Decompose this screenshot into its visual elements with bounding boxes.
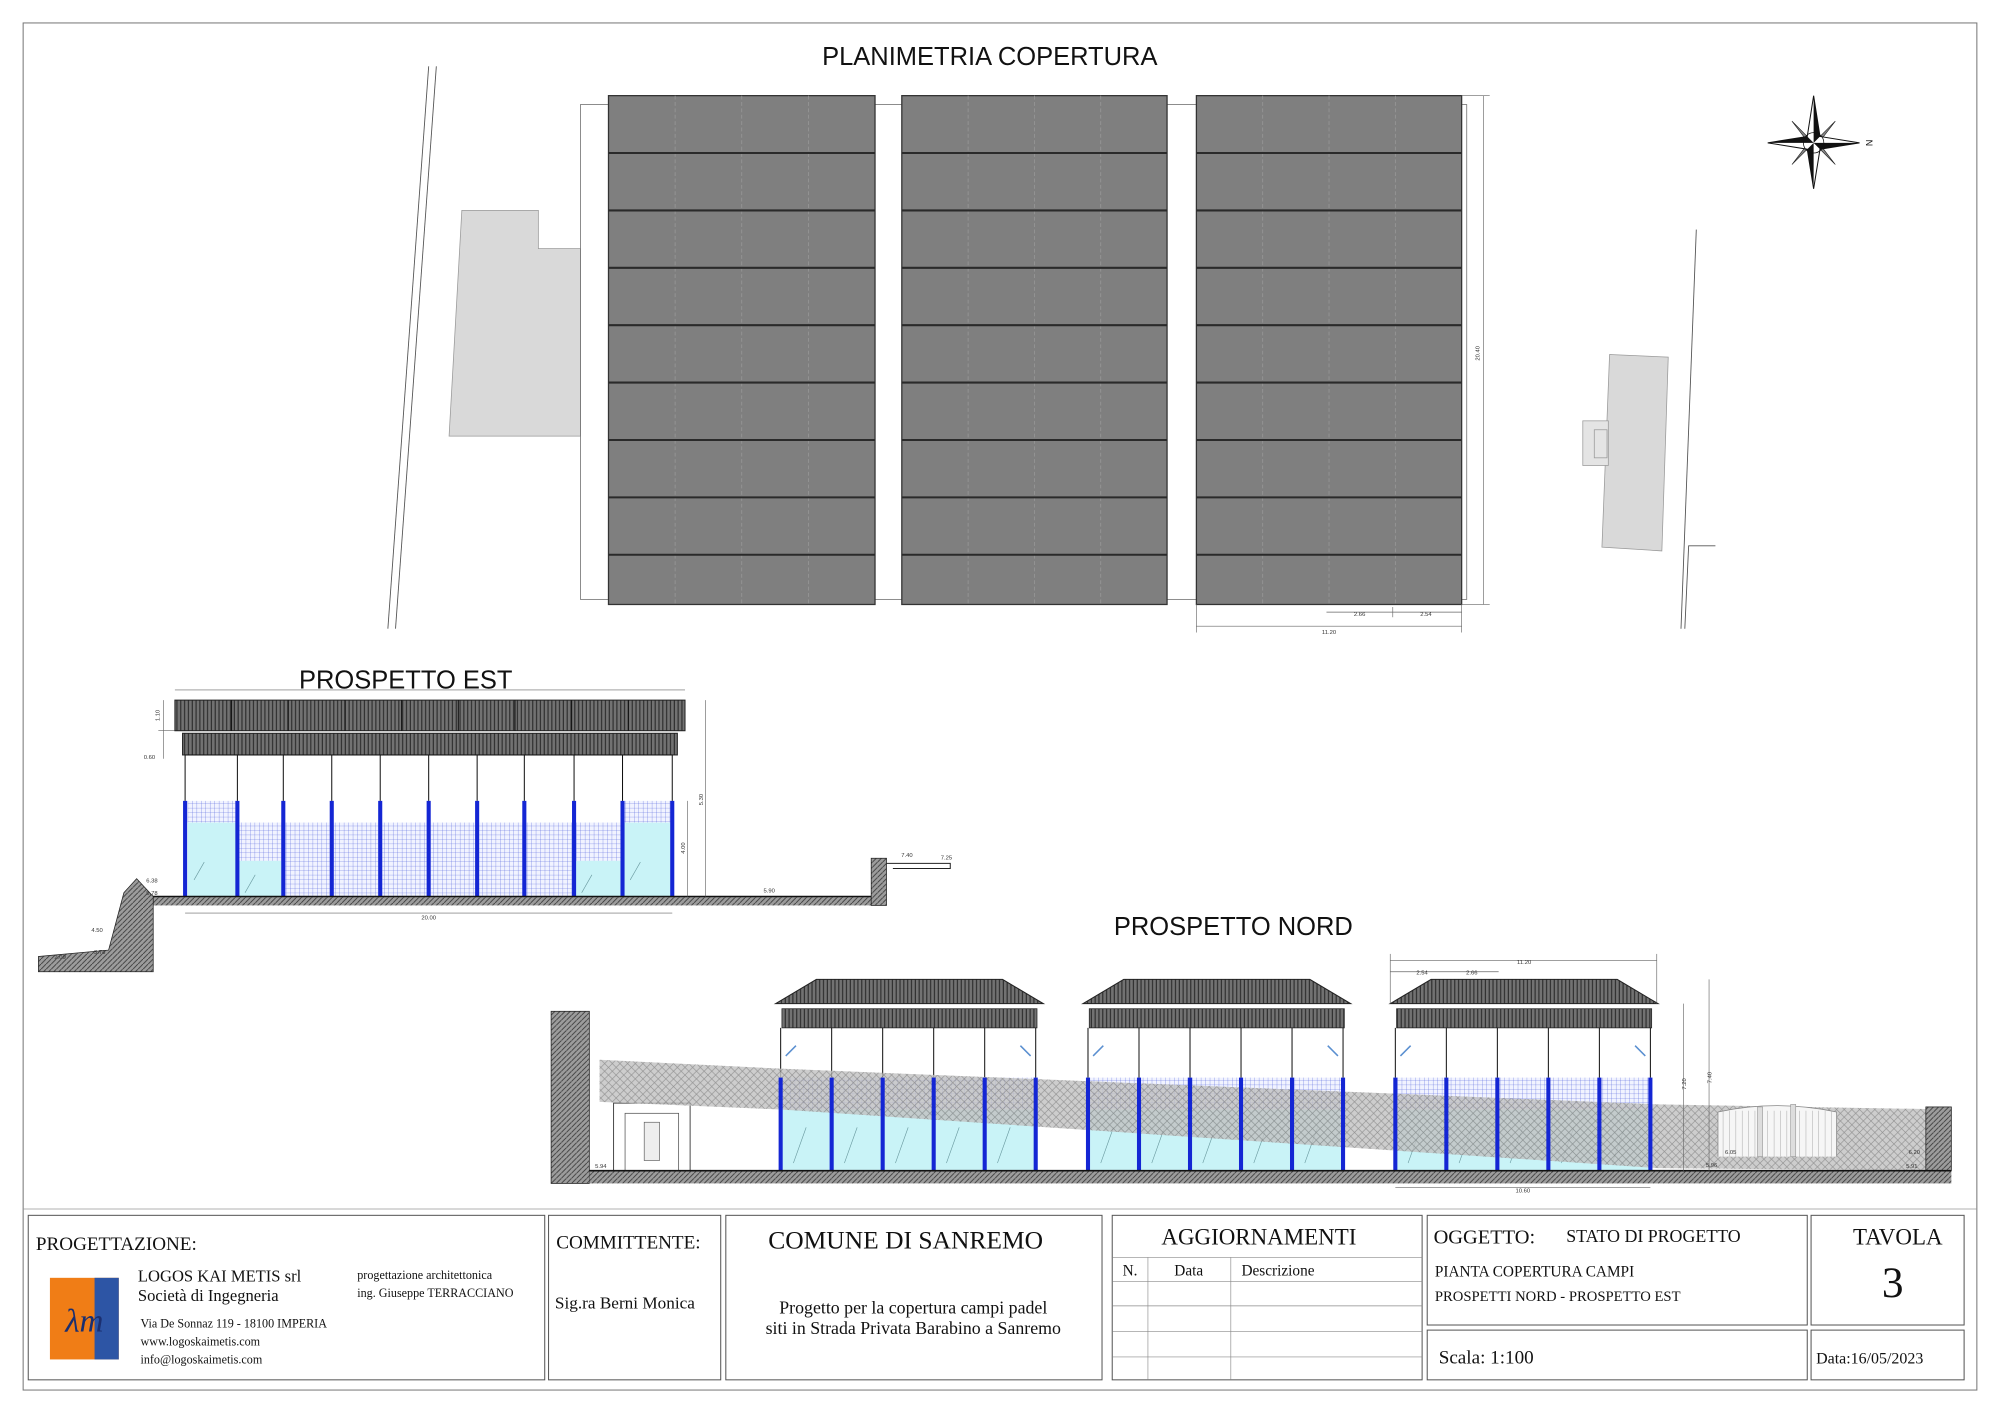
sheet-number: 3	[1881, 1258, 1904, 1307]
dimension-label: 20.00	[421, 915, 437, 922]
north-elevation-title: PROSPETTO NORD	[1113, 912, 1353, 941]
dimension-label: 2.66	[1353, 611, 1366, 618]
updates-heading: AGGIORNAMENTI	[1161, 1224, 1357, 1250]
column-post	[281, 801, 285, 897]
dimension-label: 11.20	[1517, 960, 1532, 967]
mesh-panel	[623, 801, 673, 823]
compass-north-label: N	[1863, 139, 1874, 147]
level-label: 5.96	[1705, 1162, 1718, 1169]
dimension-label: 2.54	[1420, 611, 1432, 618]
roof-band	[1397, 1009, 1652, 1028]
level-label: 7.40	[901, 852, 913, 859]
roof-plan	[388, 43, 1874, 636]
east-elevation-title: PROSPETTO EST	[298, 666, 513, 695]
roof-block-2	[902, 96, 1167, 605]
existing-building-right	[1602, 355, 1668, 551]
subject-heading: OGGETTO:	[1433, 1226, 1536, 1249]
column-post	[1648, 1078, 1652, 1171]
architect-name: ing. Giuseppe TERRACCIANO	[357, 1285, 514, 1300]
design-role: progettazione architettonica	[357, 1268, 493, 1283]
mesh-panel	[188, 801, 238, 823]
glass-panel	[623, 823, 673, 897]
level-label: 5.94	[595, 1164, 607, 1171]
column-post	[1137, 1078, 1141, 1171]
dimension-label: 2.54	[1416, 970, 1428, 977]
logo-lettering: λm	[65, 1302, 104, 1340]
road-edge	[1681, 230, 1696, 629]
column-post	[378, 801, 382, 897]
column-post	[1495, 1078, 1499, 1171]
column-post	[330, 801, 334, 897]
terrain-step	[887, 863, 951, 868]
column-post	[1034, 1078, 1038, 1171]
client-heading: COMMITTENTE:	[556, 1232, 701, 1254]
level-label: 7.25	[940, 855, 953, 862]
level-label: 6.05	[1725, 1150, 1737, 1157]
updates-column-header: Descrizione	[1241, 1262, 1315, 1280]
dimension-label: 7.40	[1707, 1071, 1714, 1084]
glass-panel	[574, 861, 622, 897]
drawing-scale: Scala: 1:100	[1438, 1347, 1534, 1369]
road-edge	[396, 66, 437, 628]
ground-strip	[153, 897, 871, 906]
boundary-wall-right	[1926, 1107, 1952, 1171]
glass-panel	[237, 861, 283, 897]
updates-column-header: N.	[1122, 1262, 1138, 1280]
brace	[1093, 1046, 1103, 1056]
design-heading: PROGETTAZIONE:	[35, 1233, 197, 1255]
column-post	[235, 801, 239, 897]
plan-title: PLANIMETRIA COPERTURA	[822, 43, 1158, 72]
roof-block-3	[1196, 96, 1461, 605]
company-address: Via De Sonnaz 119 - 18100 IMPERIA	[140, 1316, 327, 1331]
column-post	[183, 801, 187, 897]
gable-roof	[1390, 979, 1658, 1003]
small-building	[614, 1103, 691, 1171]
level-label: 5.78	[146, 891, 158, 898]
company-email: info@logoskaimetis.com	[140, 1352, 263, 1367]
dimension-label: 20.40	[1475, 345, 1482, 361]
column-post	[427, 801, 431, 897]
gable-roof	[776, 979, 1044, 1003]
column-post	[475, 801, 479, 897]
column-post	[779, 1078, 783, 1171]
column-post	[1239, 1078, 1243, 1171]
client-name: Sig.ra Berni Monica	[554, 1293, 695, 1313]
level-label: 2.09	[54, 955, 66, 962]
roof-band	[782, 1009, 1037, 1028]
boundary-wall	[551, 1011, 589, 1183]
level-label: 6.38	[146, 878, 158, 885]
brace	[1328, 1046, 1338, 1056]
brace	[1635, 1046, 1645, 1056]
level-label: 6.20	[1908, 1150, 1921, 1157]
subject-status: STATO DI PROGETTO	[1566, 1226, 1741, 1247]
level-label: 3.78	[93, 949, 106, 956]
column-post	[1597, 1078, 1601, 1171]
east-elevation	[38, 667, 952, 972]
column-post	[1444, 1078, 1448, 1171]
column-post	[983, 1078, 987, 1171]
company-website: www.logoskaimetis.com	[140, 1334, 261, 1349]
column-post	[881, 1078, 885, 1171]
level-label: 4.50	[91, 928, 103, 935]
gable-roof	[1083, 979, 1351, 1003]
company-type: Società di Ingegneria	[137, 1285, 279, 1305]
brace	[1400, 1046, 1410, 1056]
dimension-label: 1.10	[155, 709, 162, 722]
column-post	[572, 801, 576, 897]
column-post	[670, 801, 674, 897]
roof-band	[183, 733, 678, 755]
dimension-label: 7.20	[1682, 1078, 1689, 1090]
dimension-label: 11.20	[1321, 629, 1337, 636]
roof-canopy	[175, 700, 685, 731]
roof-blocks	[608, 96, 1461, 605]
column-post	[620, 801, 624, 897]
glass-panel	[188, 823, 238, 897]
drawing-date: Data:16/05/2023	[1816, 1350, 1924, 1368]
column-post	[1086, 1078, 1090, 1171]
column-post	[1290, 1078, 1294, 1171]
north-elevation	[551, 913, 1951, 1195]
level-label: 5.90	[763, 888, 775, 895]
column-post	[522, 801, 526, 897]
column-post	[1341, 1078, 1345, 1171]
subject-line: PROSPETTI NORD - PROSPETTO EST	[1434, 1288, 1681, 1305]
dimension-label: 10.60	[1515, 1188, 1531, 1195]
dimension-label: 5.30	[698, 793, 705, 806]
column-post	[1393, 1078, 1397, 1171]
title-block	[28, 1215, 1964, 1380]
road-edge	[388, 66, 429, 628]
existing-building-left	[449, 210, 580, 436]
municipality: COMUNE DI SANREMO	[768, 1225, 1044, 1255]
company-name: LOGOS KAI METIS srl	[137, 1266, 302, 1286]
subject-line: PIANTA COPERTURA CAMPI	[1434, 1263, 1635, 1281]
level-label: 5.91	[1906, 1164, 1918, 1171]
updates-column-header: Data	[1174, 1262, 1204, 1280]
roof-band	[1089, 1009, 1344, 1028]
column-post	[1546, 1078, 1550, 1171]
brace	[786, 1046, 796, 1056]
project-description: siti in Strada Privata Barabino a Sanremo	[765, 1317, 1061, 1338]
column-post	[932, 1078, 936, 1171]
sheet-heading: TAVOLA	[1853, 1224, 1943, 1250]
existing-gate	[1718, 1104, 1837, 1156]
retaining-wall	[871, 858, 886, 905]
column-post	[1188, 1078, 1192, 1171]
dimension-label: 2.66	[1466, 970, 1478, 977]
ground-strip	[589, 1171, 1951, 1184]
road-edge	[1685, 546, 1716, 629]
project-description: Progetto per la copertura campi padel	[779, 1297, 1048, 1318]
dimension-label: 4.00	[681, 842, 688, 854]
column-post	[830, 1078, 834, 1171]
dimension-label: 0.60	[143, 754, 156, 761]
roof-block-1	[608, 96, 875, 605]
brace	[1020, 1046, 1030, 1056]
building-annex	[1583, 421, 1609, 466]
compass-rose-icon	[1768, 96, 1874, 189]
company-logo	[50, 1278, 119, 1360]
